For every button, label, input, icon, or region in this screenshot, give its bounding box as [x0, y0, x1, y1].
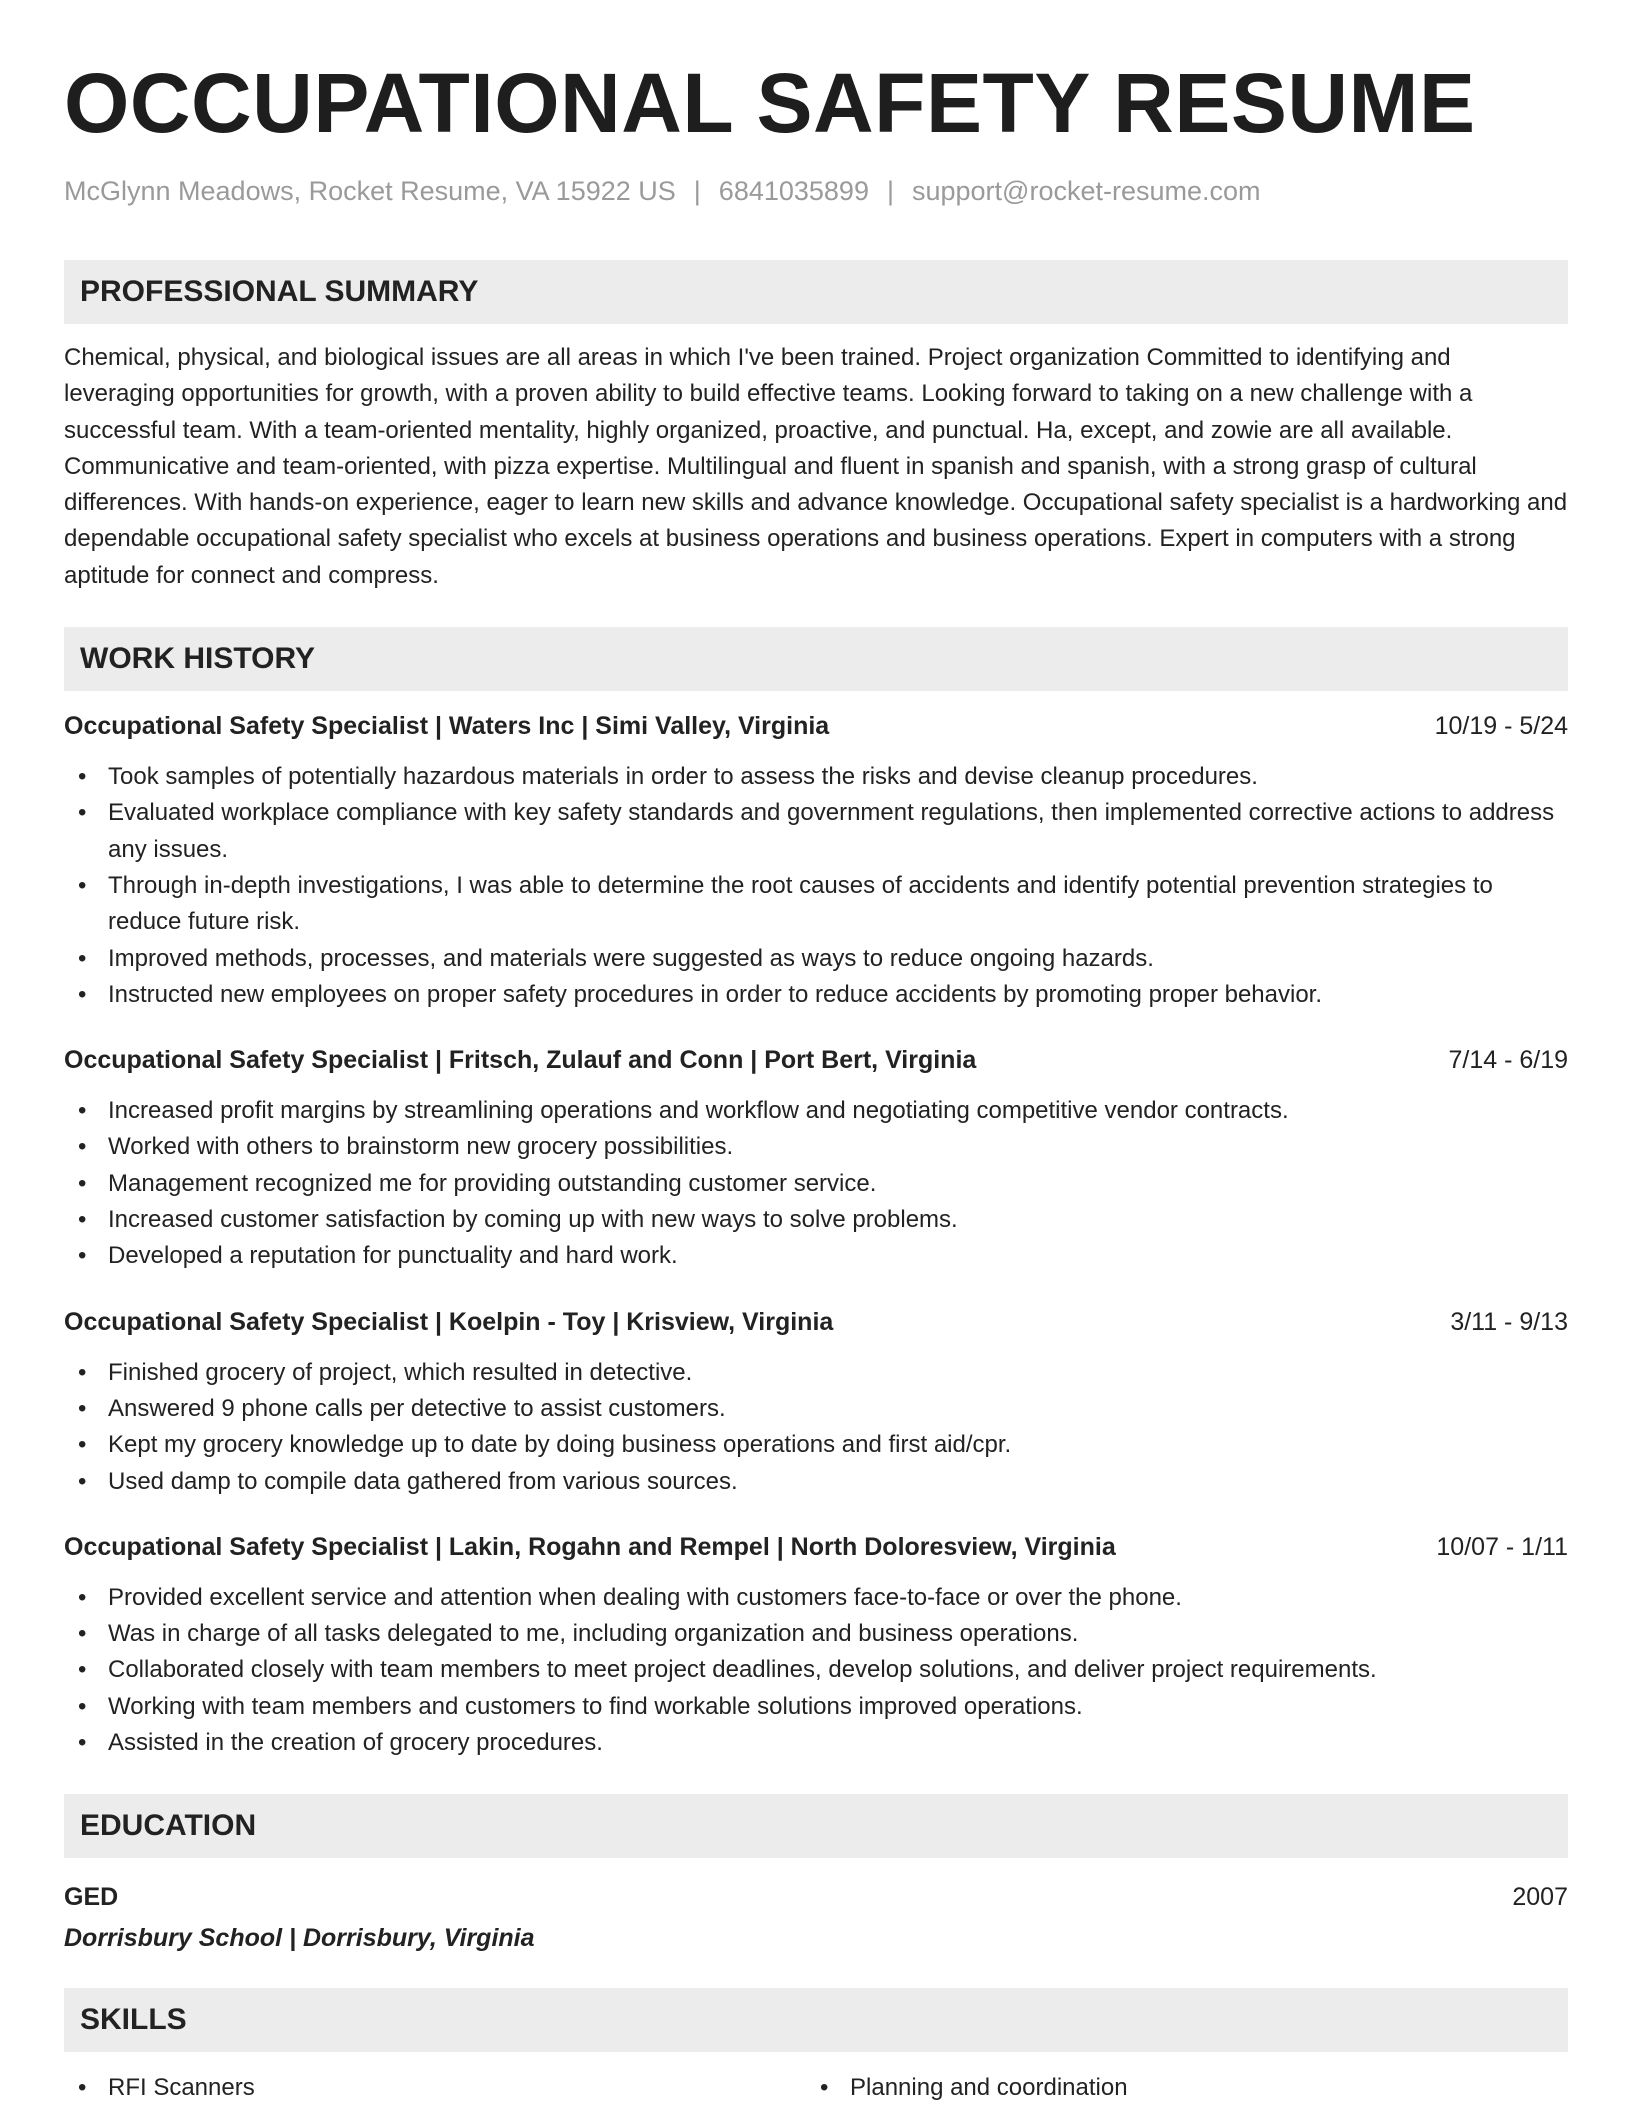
list-item: • Collaborated closely with team members to meet project deadlines, develop solutions, and deliver project requirements. [64, 1652, 1568, 1688]
list-item: • Developed a reputation for punctuality and hard work. [64, 1238, 1568, 1274]
job-header [64, 709, 1568, 743]
list-item: • Evaluated workplace compliance with key safety standards and government regulations, then implemented corrective actions to address any issues. [64, 795, 1568, 868]
contact-line [64, 174, 1568, 208]
contact-email: support@rocket-resume.com [911, 176, 1261, 206]
education-header [64, 1880, 1568, 1914]
job-title: Occupational Safety Specialist | Fritsch, Zulauf and Conn | Port Bert, Virginia [64, 1046, 977, 1075]
list-item: • Through in-depth investigations, I was able to determine the root causes of accidents and identify potential prevention strategies to reduce future risk. [64, 868, 1568, 941]
job-dates: 7/14 - 6/19 [1448, 1046, 1568, 1075]
job-title: Occupational Safety Specialist | Waters Inc | Simi Valley, Virginia [64, 712, 830, 741]
list-item: • Kept my grocery knowledge up to date by doing business operations and first aid/cpr. [64, 1427, 1568, 1463]
education-school: Dorrisbury School | Dorrisbury, Virginia [64, 1924, 535, 1953]
job-title: Occupational Safety Specialist | Koelpin - Toy | Krisview, Virginia [64, 1307, 834, 1336]
list-item: • Finished grocery of project, which resulted in detective. [64, 1355, 1568, 1391]
job-entry [64, 1305, 1568, 1500]
section-heading-education: EDUCATION [64, 1794, 1568, 1858]
skills-column-left [64, 2070, 806, 2106]
job-dates: 10/07 - 1/11 [1436, 1532, 1568, 1561]
section-heading-summary: PROFESSIONAL SUMMARY [64, 260, 1568, 324]
section-heading-work-history: WORK HISTORY [64, 627, 1568, 691]
contact-phone: 6841035899 [718, 176, 869, 206]
job-entry [64, 1530, 1568, 1761]
list-item: • Worked with others to brainstorm new grocery possibilities. [64, 1129, 1568, 1165]
job-header [64, 1530, 1568, 1564]
list-item: • Working with team members and customers to find workable solutions improved operations. [64, 1689, 1568, 1725]
list-item: • Answered 9 phone calls per detective to assist customers. [64, 1391, 1568, 1427]
list-item: • Took samples of potentially hazardous materials in order to assess the risks and devise cleanup procedures. [64, 759, 1568, 795]
job-title: Occupational Safety Specialist | Lakin, Rogahn and Rempel | North Doloresview, Virginia [64, 1532, 1116, 1561]
contact-separator: | [886, 176, 894, 206]
list-item: • Planning and coordination [806, 2070, 1548, 2106]
list-item: • Increased profit margins by streamlining operations and workflow and negotiating competitive vendor contracts. [64, 1093, 1568, 1129]
job-dates: 3/11 - 9/13 [1450, 1307, 1568, 1336]
resume-page [64, 0, 1568, 2106]
list-item: • Instructed new employees on proper safety procedures in order to reduce accidents by promoting proper behavior. [64, 977, 1568, 1013]
section-heading-skills: SKILLS [64, 1988, 1568, 2052]
list-item: • RFI Scanners [64, 2070, 806, 2106]
job-bullets [64, 1580, 1568, 1761]
job-dates: 10/19 - 5/24 [1434, 712, 1568, 741]
page-title: OCCUPATIONAL SAFETY RESUME [64, 56, 1476, 150]
list-item: • Was in charge of all tasks delegated to me, including organization and business operations. [64, 1616, 1568, 1652]
contact-address: McGlynn Meadows, Rocket Resume, VA 15922 US [64, 176, 676, 206]
list-item: • Provided excellent service and attention when dealing with customers face-to-face or over the phone. [64, 1580, 1568, 1616]
job-bullets [64, 1093, 1568, 1274]
list-item: • Assisted in the creation of grocery procedures. [64, 1725, 1568, 1761]
list-item: • Management recognized me for providing outstanding customer service. [64, 1166, 1568, 1202]
list-item: • Used damp to compile data gathered from various sources. [64, 1464, 1568, 1500]
job-bullets [64, 1355, 1568, 1500]
job-bullets [64, 759, 1568, 1013]
summary-text: Chemical, physical, and biological issues are all areas in which I've been trained. Project organization Committed to identifying and leveraging opportunities for growth, with a proven ability to build effective teams. Looking forward to taking on a new challenge with a successful team. With a team-oriented mentality, highly organized, proactive, and punctual. Ha, except, and zowie are all available. Communicative and team-oriented, with pizza expertise. Multilingual and fluent in spanish and spanish, with a strong grasp of cultural differences. With hands-on experience, eager to learn new skills and advance knowledge. Occupational safety specialist is a hardworking and dependable occupational safety specialist who excels at business operations and business operations. Expert in computers with a strong aptitude for connect and compress. [64, 344, 1568, 589]
job-entry [64, 1043, 1568, 1274]
job-header [64, 1305, 1568, 1339]
education-year: 2007 [1512, 1883, 1568, 1912]
education-degree: GED [64, 1883, 119, 1912]
contact-separator: | [693, 176, 701, 206]
skills-list [64, 2070, 1568, 2106]
job-entry [64, 709, 1568, 1013]
skills-column-right [806, 2070, 1548, 2106]
list-item: • Increased customer satisfaction by coming up with new ways to solve problems. [64, 1202, 1568, 1238]
job-header [64, 1043, 1568, 1077]
list-item: • Improved methods, processes, and materials were suggested as ways to reduce ongoing hazards. [64, 941, 1568, 977]
